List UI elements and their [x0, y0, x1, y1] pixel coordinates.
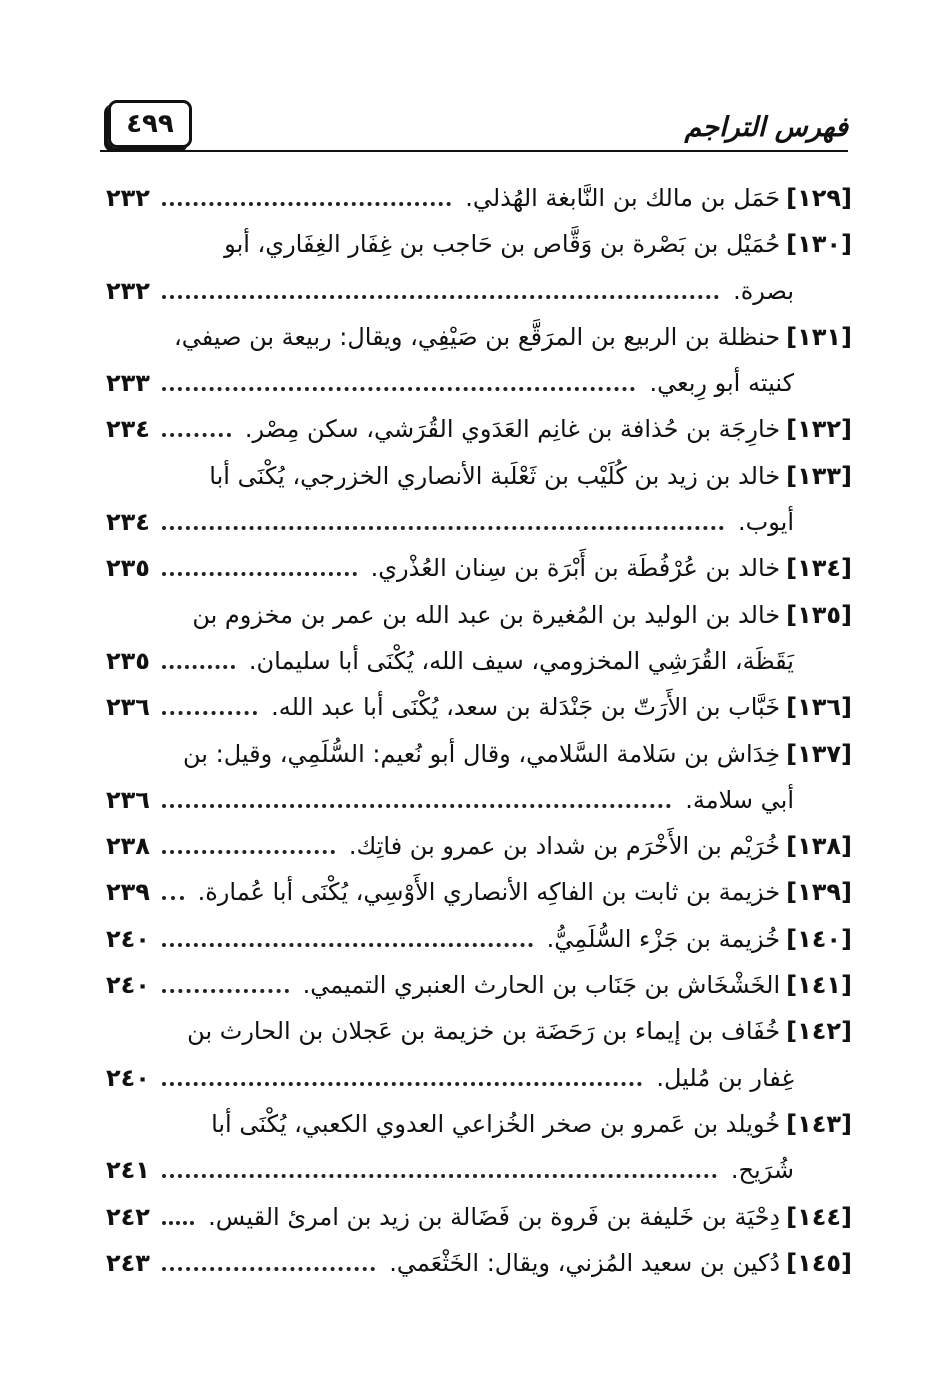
entry-number: [١٣٤]: [786, 554, 852, 583]
entry-number: [١٤٠]: [786, 924, 852, 953]
dot-leader: [162, 526, 724, 530]
index-entry: [100, 826, 852, 872]
entry-text-line: [271, 693, 852, 721]
entry-name: دُكين بن سعيد المُزني، ويقال: الخَثْعَمي.: [389, 1248, 781, 1277]
page-reference: ٢٣٩: [106, 878, 150, 907]
page-reference: ٢٤٣: [106, 1248, 150, 1277]
dot-leader: [162, 1221, 194, 1225]
entry-name: كنيته أبو رِبعي.: [649, 369, 794, 398]
dot-leader: [162, 572, 357, 576]
entry-name: حنظلة بن الربيع بن المرَقَّع بن صَيْفِي، ويقال: ربيعة بن صيفي،: [173, 322, 781, 351]
entry-text-line: [371, 554, 852, 582]
entry-number: [١٢٩]: [786, 184, 852, 212]
entry-text-line: [303, 971, 852, 999]
entry-name: بصرة.: [733, 276, 794, 305]
entry-name: حُمَيْل بن بَصْرة بن وَقَّاص بن حَاجب بن غِفَار الغِفَاري، أبو: [224, 230, 781, 259]
entry-text-line: [249, 647, 794, 675]
entry-number: [١٣٦]: [786, 693, 852, 722]
entry-name: دِحْيَة بن خَليفة بن فَروة بن فَضَالة بن زيد بن امرئ القيس.: [208, 1202, 781, 1231]
entry-text-line: [183, 740, 852, 768]
dot-leader: [162, 943, 533, 947]
entry-text-line: [209, 462, 852, 490]
index-entry: [100, 224, 852, 270]
dot-leader: [162, 989, 289, 993]
dot-leader: [162, 387, 636, 391]
index-entry: [100, 872, 852, 918]
entry-number: [١٣٧]: [786, 739, 852, 768]
entry-number: [١٣٠]: [786, 230, 852, 259]
page-reference: ٢٣٦: [106, 693, 150, 722]
entry-text-line: [685, 786, 794, 814]
entry-number: [١٤١]: [786, 971, 852, 1000]
entry-name: يَقَظَة، القُرَشِي المخزومي، سيف الله، يُكْنَى أبا سليمان.: [248, 646, 794, 675]
entry-text-line: [192, 601, 852, 629]
index-entry: [100, 1104, 852, 1150]
index-entry: [100, 317, 852, 363]
dot-leader: [162, 1174, 717, 1178]
index-entry: [100, 456, 852, 502]
entry-name: خالد بن عُرْفُطَة بن أَبْرَة بن سِنان العُذْري.: [370, 554, 781, 583]
entry-text-line: [349, 832, 852, 860]
entry-name: خَبَّاب بن الأَرَتّ بن جَنْدَلة بن سعد، يُكْنَى أبا عبد الله.: [271, 693, 781, 722]
index-entry: [100, 595, 852, 641]
dot-leader: [162, 665, 235, 669]
index-entry: [100, 548, 852, 594]
page-reference: ٢٣٥: [106, 554, 150, 583]
dot-leader: [162, 1082, 642, 1086]
entry-name: خالد بن الوليد بن المُغيرة بن عبد الله بن عمر بن مخزوم بن: [192, 600, 781, 629]
entry-text-line: [211, 1110, 852, 1138]
entry-name: خِدَاش بن سَلامة السَّلامي، وقال أبو نُعيم: السُّلَمِي، وقيل: بن: [183, 739, 781, 768]
page-reference: ٢٣٦: [106, 785, 150, 814]
index-entries: [100, 178, 852, 1289]
entry-text-line: [649, 369, 794, 397]
index-entry: [100, 687, 852, 733]
entry-name: خُزيمة بن جَزْء السُّلَمِيُّ.: [546, 924, 781, 953]
index-entry: [100, 919, 852, 965]
page-reference: ٢٤٠: [106, 971, 150, 1000]
entry-text-line: [245, 415, 852, 443]
page-reference: ٢٣٢: [106, 276, 150, 305]
index-entry: [100, 1011, 852, 1057]
index-entry: [100, 734, 852, 780]
index-entry-continuation: [100, 1150, 852, 1196]
entry-number: [١٣٨]: [786, 832, 852, 861]
entry-number: [١٣٢]: [786, 415, 852, 444]
entry-name: خُفَاف بن إيماء بن رَحَضَة بن خزيمة بن عَجلان بن الحارث بن: [187, 1017, 781, 1046]
entry-name: خزيمة بن ثابت بن الفاكِه الأنصاري الأَوْسِي، يُكْنَى أبا عُمارة.: [197, 878, 781, 907]
entry-text-line: [738, 508, 794, 536]
entry-text-line: [208, 1203, 852, 1231]
page-reference: ٢٣٨: [106, 832, 150, 861]
header-rule: [100, 150, 848, 152]
dot-leader: [162, 850, 335, 854]
running-title: فهرس التراجم: [684, 112, 848, 143]
dot-leader: [162, 295, 719, 299]
page-reference: ٢٤٠: [106, 924, 150, 953]
page-header: [100, 100, 848, 158]
entry-number: [١٣٥]: [786, 600, 852, 629]
page-reference: ٢٣٥: [106, 646, 150, 675]
entry-text-line: [465, 184, 852, 212]
dot-leader: [162, 433, 231, 437]
index-entry: [100, 178, 852, 224]
entry-name: خُرَيْم بن الأَخْرَم بن شداد بن عمرو بن فاتِك.: [348, 832, 781, 861]
index-entry-continuation: [100, 271, 852, 317]
entry-number: [١٤٤]: [786, 1202, 852, 1231]
entry-name: الخَشْخَاش بن جَنَاب بن الحارث العنبري التميمي.: [302, 971, 781, 1000]
entry-number: [١٣٣]: [786, 461, 852, 490]
entry-number: [١٤٥]: [786, 1248, 852, 1277]
index-entry-continuation: [100, 1058, 852, 1104]
index-entry: [100, 1197, 852, 1243]
page-reference: ٢٣٤: [106, 508, 150, 537]
entry-text-line: [389, 1249, 852, 1277]
index-entry-continuation: [100, 363, 852, 409]
entry-number: [١٣٩]: [786, 878, 852, 907]
index-entry: [100, 409, 852, 455]
entry-text-line: [731, 1156, 794, 1184]
dot-leader: [162, 711, 257, 715]
entry-name: شُرَيح.: [730, 1156, 794, 1185]
entry-name: خارِجَة بن حُذافة بن غانِم العَدَوي القُرَشي، سكن مِصْر.: [244, 415, 781, 444]
index-entry: [100, 965, 852, 1011]
page-reference: ٢٤٢: [106, 1202, 150, 1231]
index-entry: [100, 1243, 852, 1289]
dot-leader: [162, 804, 671, 808]
entry-name: أبي سلامة.: [685, 785, 794, 814]
entry-text-line: [547, 925, 852, 953]
index-entry-continuation: [100, 641, 852, 687]
entry-text-line: [187, 1017, 852, 1045]
entry-name: غِفار بن مُليل.: [656, 1063, 794, 1092]
page-number: ٤٩٩: [108, 100, 192, 148]
entry-name: حَمَل بن مالك بن النَّابغة الهُذلي.: [465, 184, 781, 212]
page-reference: ٢٤١: [106, 1156, 150, 1185]
page-reference: ٢٣٣: [106, 369, 150, 398]
entry-text-line: [198, 878, 852, 906]
entry-number: [١٤٢]: [786, 1017, 852, 1046]
entry-number: [١٤٣]: [786, 1109, 852, 1138]
entry-text-line: [174, 323, 852, 351]
entry-name: أيوب.: [738, 508, 794, 537]
page-reference: ٢٣٢: [106, 184, 150, 212]
entry-name: خُويلد بن عَمرو بن صخر الخُزاعي العدوي الكعبي، يُكْنَى أبا: [211, 1109, 781, 1138]
index-entry-continuation: [100, 502, 852, 548]
entry-text-line: [733, 277, 794, 305]
dot-leader: [162, 202, 451, 206]
dot-leader: [162, 1267, 375, 1271]
index-entry-continuation: [100, 780, 852, 826]
entry-text-line: [224, 230, 852, 258]
page-reference: ٢٣٤: [106, 415, 150, 444]
entry-text-line: [656, 1064, 794, 1092]
entry-name: خالد بن زيد بن كُلَيْب بن ثَعْلَبة الأنصاري الخزرجي، يُكْنَى أبا: [209, 461, 781, 490]
dot-leader: [162, 896, 184, 900]
entry-number: [١٣١]: [786, 322, 852, 351]
page-reference: ٢٤٠: [106, 1063, 150, 1092]
